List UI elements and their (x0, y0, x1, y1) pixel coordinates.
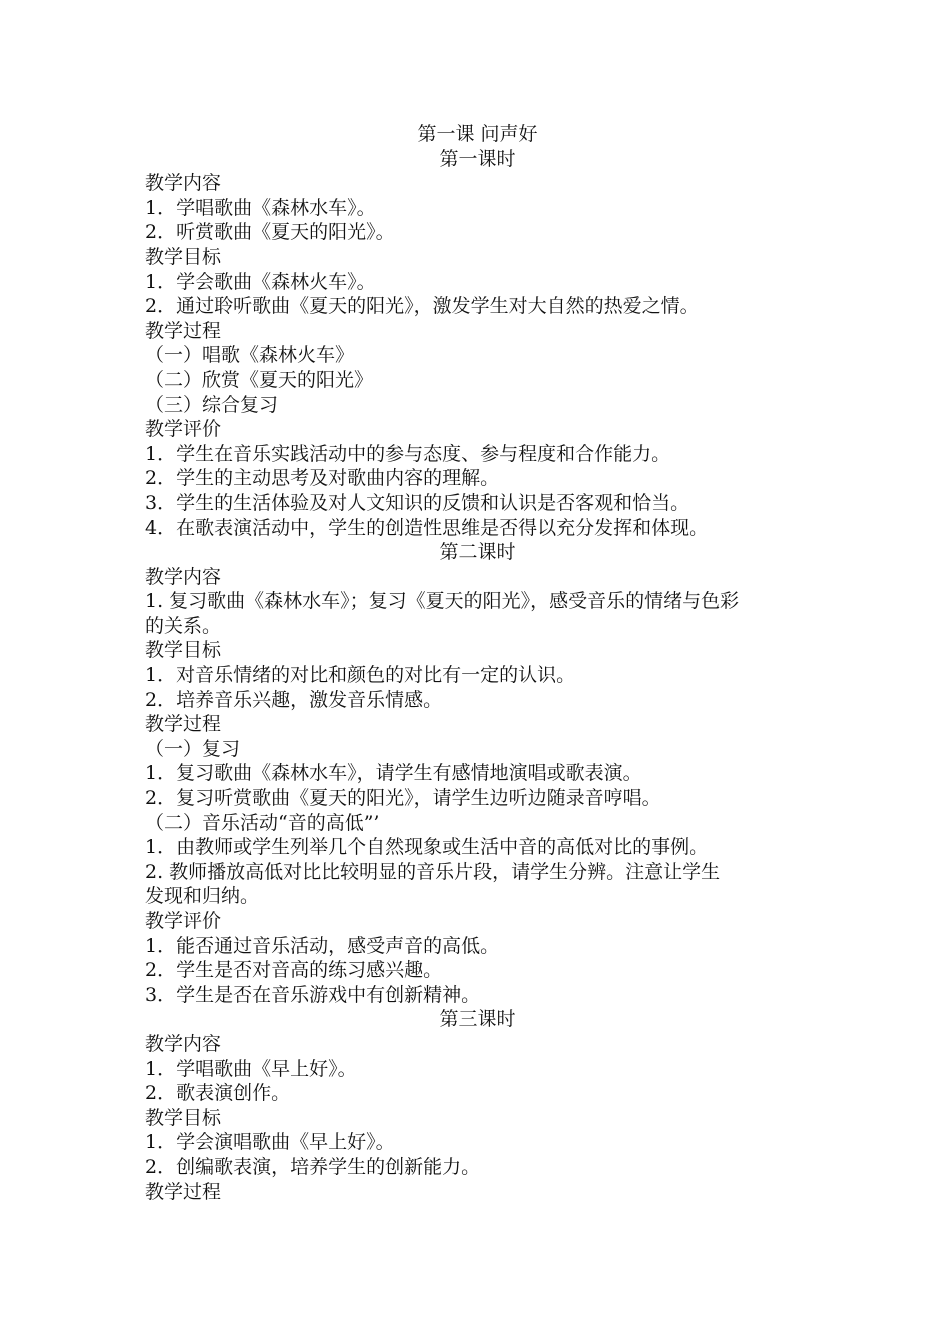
text-line: 1．学会演唱歌曲《早上好》。 (145, 1131, 395, 1154)
text-line: （二）欣赏《夏天的阳光》 (145, 368, 374, 391)
text-line: 教学目标 (145, 639, 222, 662)
text-line: 2．通过聆听歌曲《夏天的阳光》，激发学生对大自然的热爱之情。 (145, 295, 699, 318)
section-heading: 第一课时 (439, 147, 516, 170)
text-line: 教学目标 (145, 1106, 222, 1129)
text-line: 教学过程 (145, 713, 222, 736)
text-line: 教学评价 (145, 418, 222, 441)
text-line: 教学目标 (145, 245, 222, 268)
text-line: 2．创编歌表演，培养学生的创新能力。 (145, 1155, 481, 1178)
text-line: （二）音乐活动“音的高低”’ (145, 811, 380, 834)
text-line: 教学内容 (145, 565, 222, 588)
text-line: （一）复习 (145, 737, 241, 760)
text-line: （一）唱歌《森林火车》 (145, 344, 355, 367)
section-heading: 第二课时 (439, 541, 516, 564)
text-line: 教学过程 (145, 1180, 222, 1203)
text-line: 2．学生是否对音高的练习感兴趣。 (145, 959, 443, 982)
text-line: 2．歌表演创作。 (145, 1082, 291, 1105)
text-line: 教学评价 (145, 910, 222, 932)
text-line: 2．复习听赏歌曲《夏天的阳光》，请学生边听边随录音哼唱。 (145, 787, 661, 810)
text-line: 1．对音乐情绪的对比和颜色的对比有一定的认识。 (145, 664, 576, 687)
document-page (145, 122, 810, 1204)
text-line: 教学内容 (145, 172, 222, 195)
text-line: 1．学唱歌曲《早上好》。 (145, 1057, 357, 1080)
section-heading: 第三课时 (439, 1008, 516, 1031)
text-line: 2. 教师播放高低对比比较明显的音乐片段，请学生分辨。注意让学生 (145, 860, 721, 883)
text-line: （三）综合复习 (145, 393, 279, 416)
text-line: 2．培养音乐兴趣，激发音乐情感。 (145, 688, 443, 711)
text-line: 1．学会歌曲《森林火车》。 (145, 270, 376, 293)
text-line: 3．学生的生活体验及对人文知识的反馈和认识是否客观和恰当。 (145, 491, 690, 514)
text-line: 1．复习歌曲《森林水车》，请学生有感情地演唱或歌表演。 (145, 762, 642, 785)
text-line: 1. 复习歌曲《森林水车》；复习《夏天的阳光》，感受音乐的情绪与色彩 (145, 590, 740, 613)
text-line: 发现和归纳。 (145, 885, 260, 908)
text-line: 1．学唱歌曲《森林水车》。 (145, 196, 376, 219)
text-line: 1．由教师或学生列举几个自然现象或生活中音的高低对比的事例。 (145, 836, 709, 859)
text-line: 2．听赏歌曲《夏天的阳光》。 (145, 221, 395, 244)
text-line: 1．学生在音乐实践活动中的参与态度、参与程度和合作能力。 (145, 442, 671, 465)
text-line: 2．学生的主动思考及对歌曲内容的理解。 (145, 467, 500, 490)
text-line: 教学内容 (145, 1032, 222, 1055)
section-heading: 第一课 问声好 (417, 123, 538, 145)
text-line: 1．能否通过音乐活动，感受声音的高低。 (145, 934, 500, 957)
text-line: 3．学生是否在音乐游戏中有创新精神。 (145, 983, 481, 1006)
text-line: 教学过程 (145, 319, 222, 342)
text-line: 4．在歌表演活动中，学生的创造性思维是否得以充分发挥和体现。 (145, 516, 709, 539)
text-line: 的关系。 (145, 614, 222, 637)
